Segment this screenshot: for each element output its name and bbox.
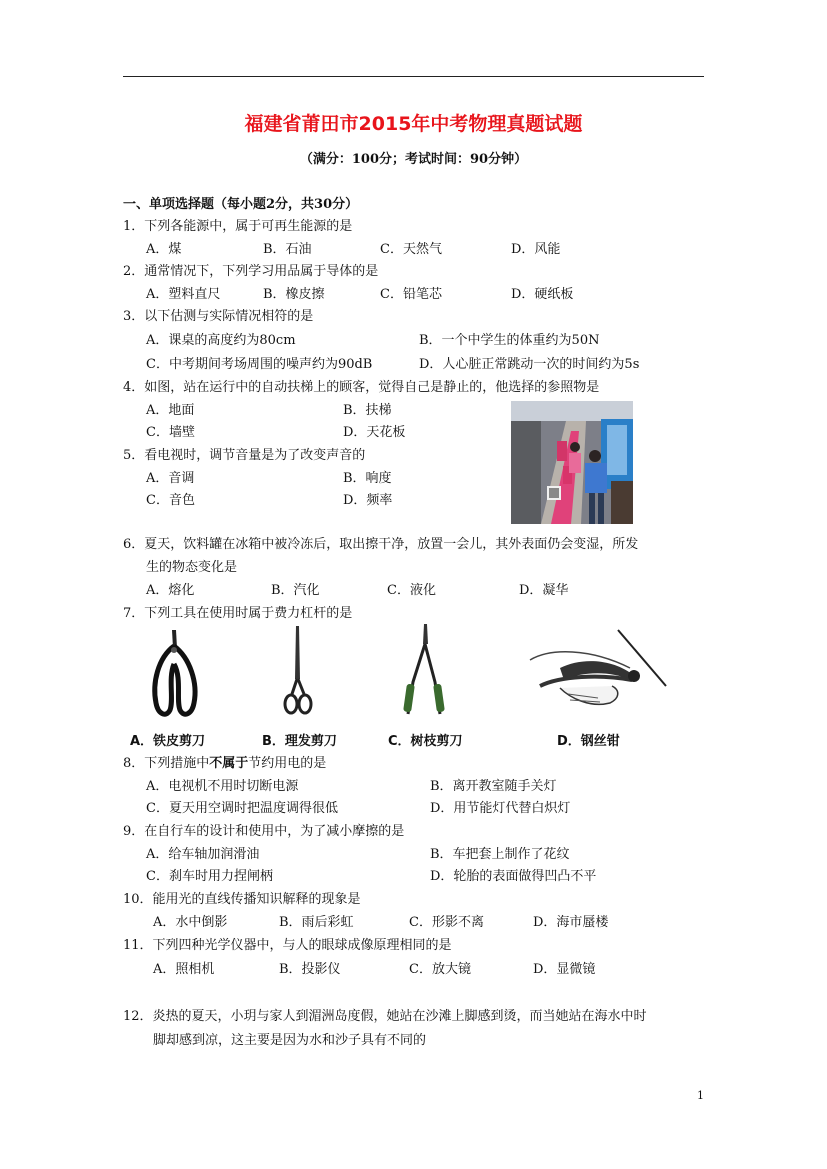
emphasis-text: 不属于	[209, 756, 249, 771]
question-3-stem: 3．以下估测与实际情况相符的是	[123, 309, 314, 324]
question-4-stem: 4．如图，站在运行中的自动扶梯上的顾客，觉得自己是静止的，他选择的参照物是	[123, 380, 600, 395]
branch-shears-icon	[400, 622, 450, 717]
question-9-stem: 9．在自行车的设计和使用中，为了减小摩擦的是	[123, 824, 405, 839]
q6-option-a: A．熔化	[146, 583, 195, 598]
q8-option-d: D．用节能灯代替白炽灯	[430, 801, 571, 816]
q1-option-c: C．天然气	[380, 242, 442, 257]
q10-option-a: A．水中倒影	[153, 915, 228, 930]
sheet-metal-shears-icon	[150, 628, 200, 720]
q4-option-d: D．天花板	[343, 425, 406, 440]
exam-info: （满分：100分；考试时间：90分钟）	[299, 152, 528, 167]
q3-option-d: D．人心脏正常跳动一次的时间约为5s	[419, 357, 640, 372]
page-title: 福建省莆田市2015年中考物理真题试题	[244, 113, 583, 135]
section-heading: 一、单项选择题（每小题2分，共30分）	[123, 197, 359, 212]
q2-option-b: B．橡皮擦	[263, 287, 325, 302]
q5-option-d: D．频率	[343, 493, 393, 508]
q8-option-a: A．电视机不用时切断电源	[146, 779, 299, 794]
q9-option-d: D．轮胎的表面做得凹凸不平	[430, 869, 597, 884]
escalator-photo	[511, 401, 633, 524]
q1-option-d: D．风能	[511, 242, 561, 257]
q11-option-d: D．显微镜	[533, 962, 596, 977]
q7-option-b: B．理发剪刀	[262, 734, 337, 749]
q3-option-b: B．一个中学生的体重约为50N	[419, 333, 600, 348]
q3-option-c: C．中考期间考场周围的噪声约为90dB	[146, 357, 373, 372]
question-2-stem: 2．通常情况下，下列学习用品属于导体的是	[123, 264, 379, 279]
question-8-stem: 8．下列措施中不属于节约用电的是	[123, 756, 327, 771]
question-6-stem-cont: 生的物态变化是	[146, 560, 238, 575]
q8-option-b: B．离开教室随手关灯	[430, 779, 557, 794]
q9-option-a: A．给车轴加润滑油	[146, 847, 260, 862]
page-number: 1	[697, 1089, 704, 1102]
header-rule	[123, 76, 704, 77]
q4-option-a: A．地面	[146, 403, 195, 418]
q1-option-b: B．石油	[263, 242, 312, 257]
q2-option-a: A．塑料直尺	[146, 287, 221, 302]
hair-scissors-icon	[283, 624, 313, 716]
question-10-stem: 10．能用光的直线传播知识解释的现象是	[123, 892, 361, 907]
question-6-stem: 6．夏天，饮料罐在冰箱中被冷冻后，取出擦干净，放置一会儿，其外表面仍会变湿，所发	[123, 537, 639, 552]
question-11-stem: 11．下列四种光学仪器中，与人的眼球成像原理相同的是	[123, 938, 452, 953]
question-7-stem: 7．下列工具在使用时属于费力杠杆的是	[123, 606, 353, 621]
q10-option-d: D．海市蜃楼	[533, 915, 609, 930]
q11-option-a: A．照相机	[153, 962, 215, 977]
q9-option-b: B．车把套上制作了花纹	[430, 847, 570, 862]
q5-option-b: B．响度	[343, 471, 392, 486]
question-12-stem: 12．炎热的夏天，小玥与家人到湄洲岛度假，她站在沙滩上脚感到烫，而当她站在海水中时	[123, 1009, 647, 1024]
q2-option-d: D．硬纸板	[511, 287, 574, 302]
q10-option-b: B．雨后彩虹	[279, 915, 354, 930]
q9-option-c: C．刹车时用力捏闸柄	[146, 869, 273, 884]
q5-option-c: C．音色	[146, 493, 195, 508]
wire-pliers-icon	[520, 628, 670, 723]
q6-option-b: B．汽化	[271, 583, 320, 598]
q11-option-b: B．投影仪	[279, 962, 341, 977]
q2-option-c: C．铅笔芯	[380, 287, 442, 302]
question-5-stem: 5．看电视时，调节音量是为了改变声音的	[123, 448, 366, 463]
q6-option-d: D．凝华	[519, 583, 569, 598]
q7-option-c: C．树枝剪刀	[388, 734, 463, 749]
q11-option-c: C．放大镜	[409, 962, 471, 977]
q8-option-c: C．夏天用空调时把温度调得很低	[146, 801, 338, 816]
q6-option-c: C．液化	[387, 583, 436, 598]
q3-option-a: A．课桌的高度约为80cm	[146, 333, 296, 348]
q4-option-c: C．墙壁	[146, 425, 195, 440]
q7-option-a: A．铁皮剪刀	[130, 734, 206, 749]
q10-option-c: C．形影不离	[409, 915, 484, 930]
question-12-stem-cont: 脚却感到凉，这主要是因为水和沙子具有不同的	[153, 1033, 427, 1048]
q7-option-d: D．钢丝钳	[557, 734, 620, 749]
q1-option-a: A．煤	[146, 242, 182, 257]
q5-option-a: A．音调	[146, 471, 195, 486]
q4-option-b: B．扶梯	[343, 403, 392, 418]
question-1-stem: 1．下列各能源中，属于可再生能源的是	[123, 219, 353, 234]
